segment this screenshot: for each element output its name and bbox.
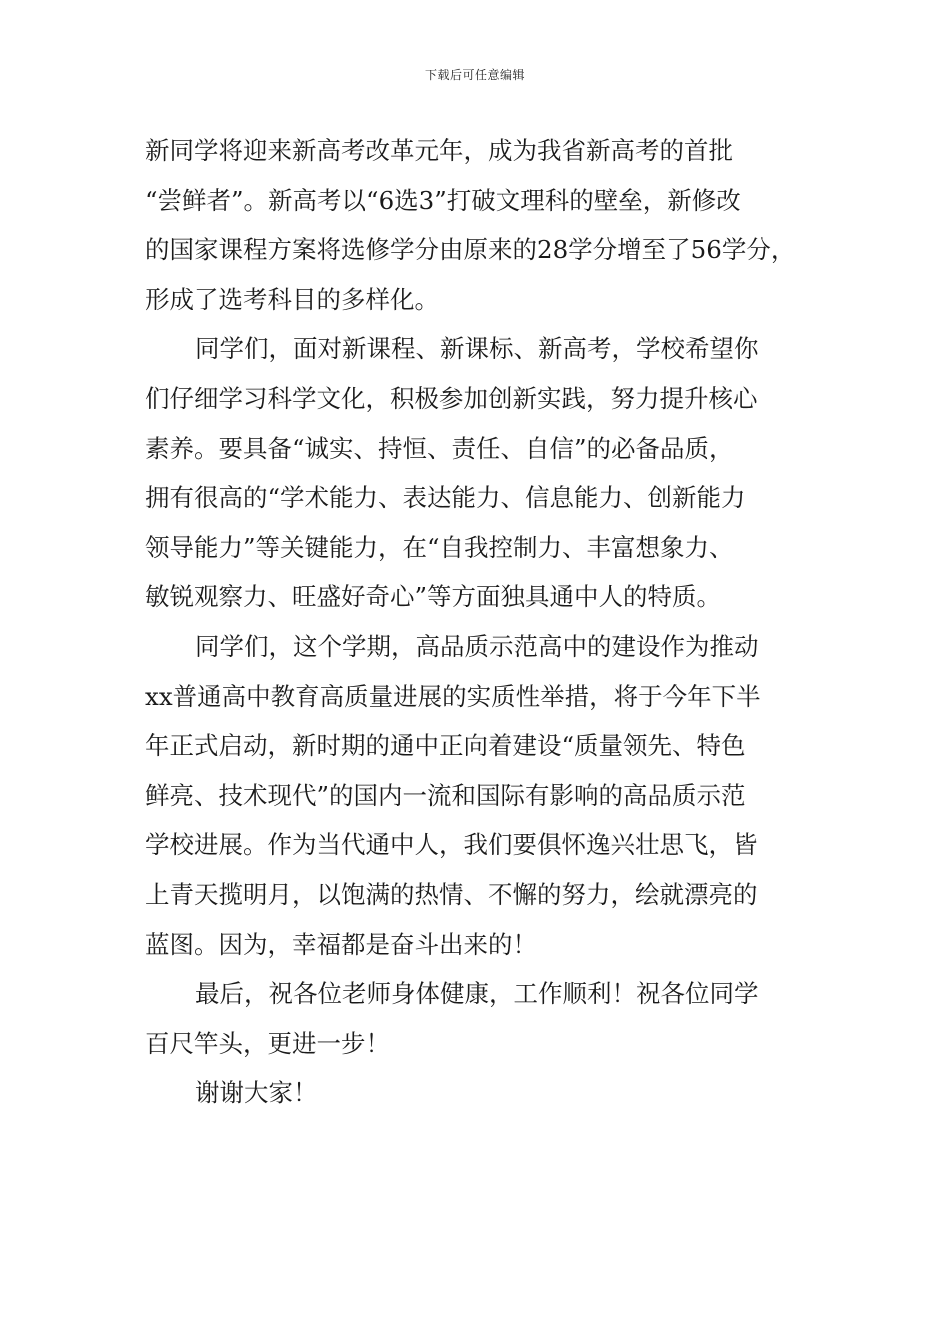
text-line: xx普通高中教育高质量进展的实质性举措，将于今年下半: [145, 681, 761, 711]
text-line: 上青天揽明月，以饱满的热情、不懈的努力，绘就漂亮的: [145, 879, 758, 909]
text-line: 的国家课程方案将选修学分由原来的28学分增至了56学分，: [145, 235, 796, 265]
text-line: 百尺竿头，更进一步！: [145, 1028, 390, 1058]
text-line: 年正式启动，新时期的通中正向着建设“质量领先、特色: [145, 731, 746, 761]
text-line: 新同学将迎来新高考改革元年，成为我省新高考的首批: [145, 136, 733, 165]
text-line: 敏锐观察力、旺盛好奇心”等方面独具通中人的特质。: [145, 582, 722, 612]
text-line: 鲜亮、技术现代”的国内一流和国际有影响的高品质示范: [145, 780, 746, 810]
paragraph-first-line: 同学们，面对新课程、新课标、新高考，学校希望你: [195, 334, 759, 364]
text-line: 拥有很高的“学术能力、表达能力、信息能力、创新能力: [145, 483, 746, 513]
text-line: 蓝图。因为，幸福都是奋斗出来的！: [145, 929, 537, 959]
closing-line: 谢谢大家！: [195, 1078, 318, 1108]
text-line: 学校进展。作为当代通中人，我们要俱怀逸兴壮思飞，皆: [145, 830, 758, 860]
document-body: [145, 126, 810, 1118]
paragraph-first-line: 同学们，这个学期，高品质示范高中的建设作为推动: [195, 631, 759, 661]
text-line: 形成了选考科目的多样化。: [145, 284, 439, 314]
text-line: 们仔细学习科学文化，积极参加创新实践，努力提升核心: [145, 383, 758, 413]
text-line: 素养。要具备“诚实、持恒、责任、自信”的必备品质，: [145, 433, 734, 463]
page-header: 下载后可任意编辑: [424, 68, 525, 82]
paragraph-first-line: 最后，祝各位老师身体健康，工作顺利！祝各位同学: [195, 979, 759, 1009]
text-line: 领导能力”等关键能力，在“自我控制力、丰富想象力、: [145, 532, 734, 562]
text-line: “尝鲜者”。新高考以“6选3”打破文理科的壁垒，新修改: [145, 185, 741, 215]
